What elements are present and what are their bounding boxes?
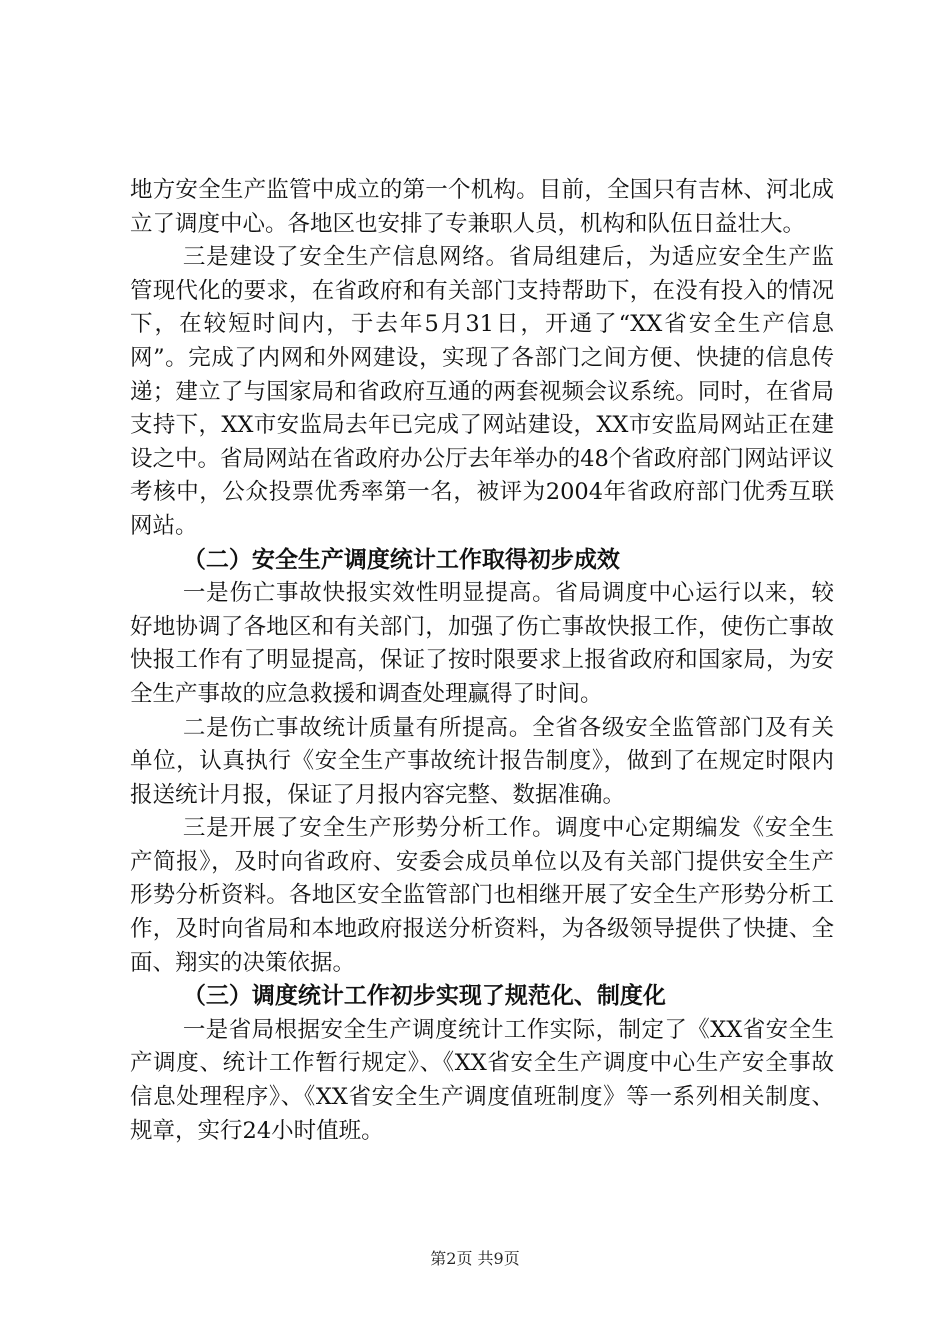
paragraph-4: 二是伤亡事故统计质量有所提高。全省各级安全监管部门及有关单位，认真执行《安全生产事故统计报告制度》，做到了在规定时限内报送统计月报，保证了月报内容完整、数据准确。 (130, 714, 834, 808)
document-body (130, 174, 834, 1148)
paragraph-2: 三是建设了安全生产信息网络。省局组建后，为适应安全生产监管现代化的要求，在省政府和有关部门支持帮助下，在没有投入的情况下，在较短时间内，于去年5月31日，开通了“XX省安全生产信息网”。完成了内网和外网建设，实现了各部门之间方便、快捷的信息传递；建立了与国家局和省政府互通的两套视频会议系统。同时，在省局支持下，XX市安监局去年已完成了网站建设，XX市安监局网站正在建设之中。省局网站在省政府办公厅去年举办的48个省政府部门网站评议考核中，公众投票优秀率第一名，被评为2004年省政府部门优秀互联网站。 (130, 244, 834, 539)
paragraph-1: 地方安全生产监管中成立的第一个机构。目前，全国只有吉林、河北成立了调度中心。各地区也安排了专兼职人员，机构和队伍日益壮大。 (130, 177, 834, 237)
page-footer: 第2页 共9页 (430, 1249, 520, 1268)
section-heading-3: （三）调度统计工作初步实现了规范化、制度化 (182, 983, 666, 1010)
paragraph-5: 三是开展了安全生产形势分析工作。调度中心定期编发《安全生产简报》，及时向省政府、安委会成员单位以及有关部门提供安全生产形势分析资料。各地区安全监管部门也相继开展了安全生产形势分析工作，及时向省局和本地政府报送分析资料，为各级领导提供了快捷、全面、翔实的决策依据。 (130, 815, 834, 976)
section-heading-2: （二）安全生产调度统计工作取得初步成效 (182, 546, 620, 573)
paragraph-3: 一是伤亡事故快报实效性明显提高。省局调度中心运行以来，较好地协调了各地区和有关部门，加强了伤亡事故快报工作，使伤亡事故快报工作有了明显提高，保证了按时限要求上报省政府和国家局，为安全生产事故的应急救援和调查处理赢得了时间。 (130, 580, 834, 707)
paragraph-6: 一是省局根据安全生产调度统计工作实际，制定了《XX省安全生产调度、统计工作暂行规定》、《XX省安全生产调度中心生产安全事故信息处理程序》、《XX省安全生产调度值班制度》等一系列相关制度、规章，实行24小时值班。 (130, 1016, 834, 1144)
